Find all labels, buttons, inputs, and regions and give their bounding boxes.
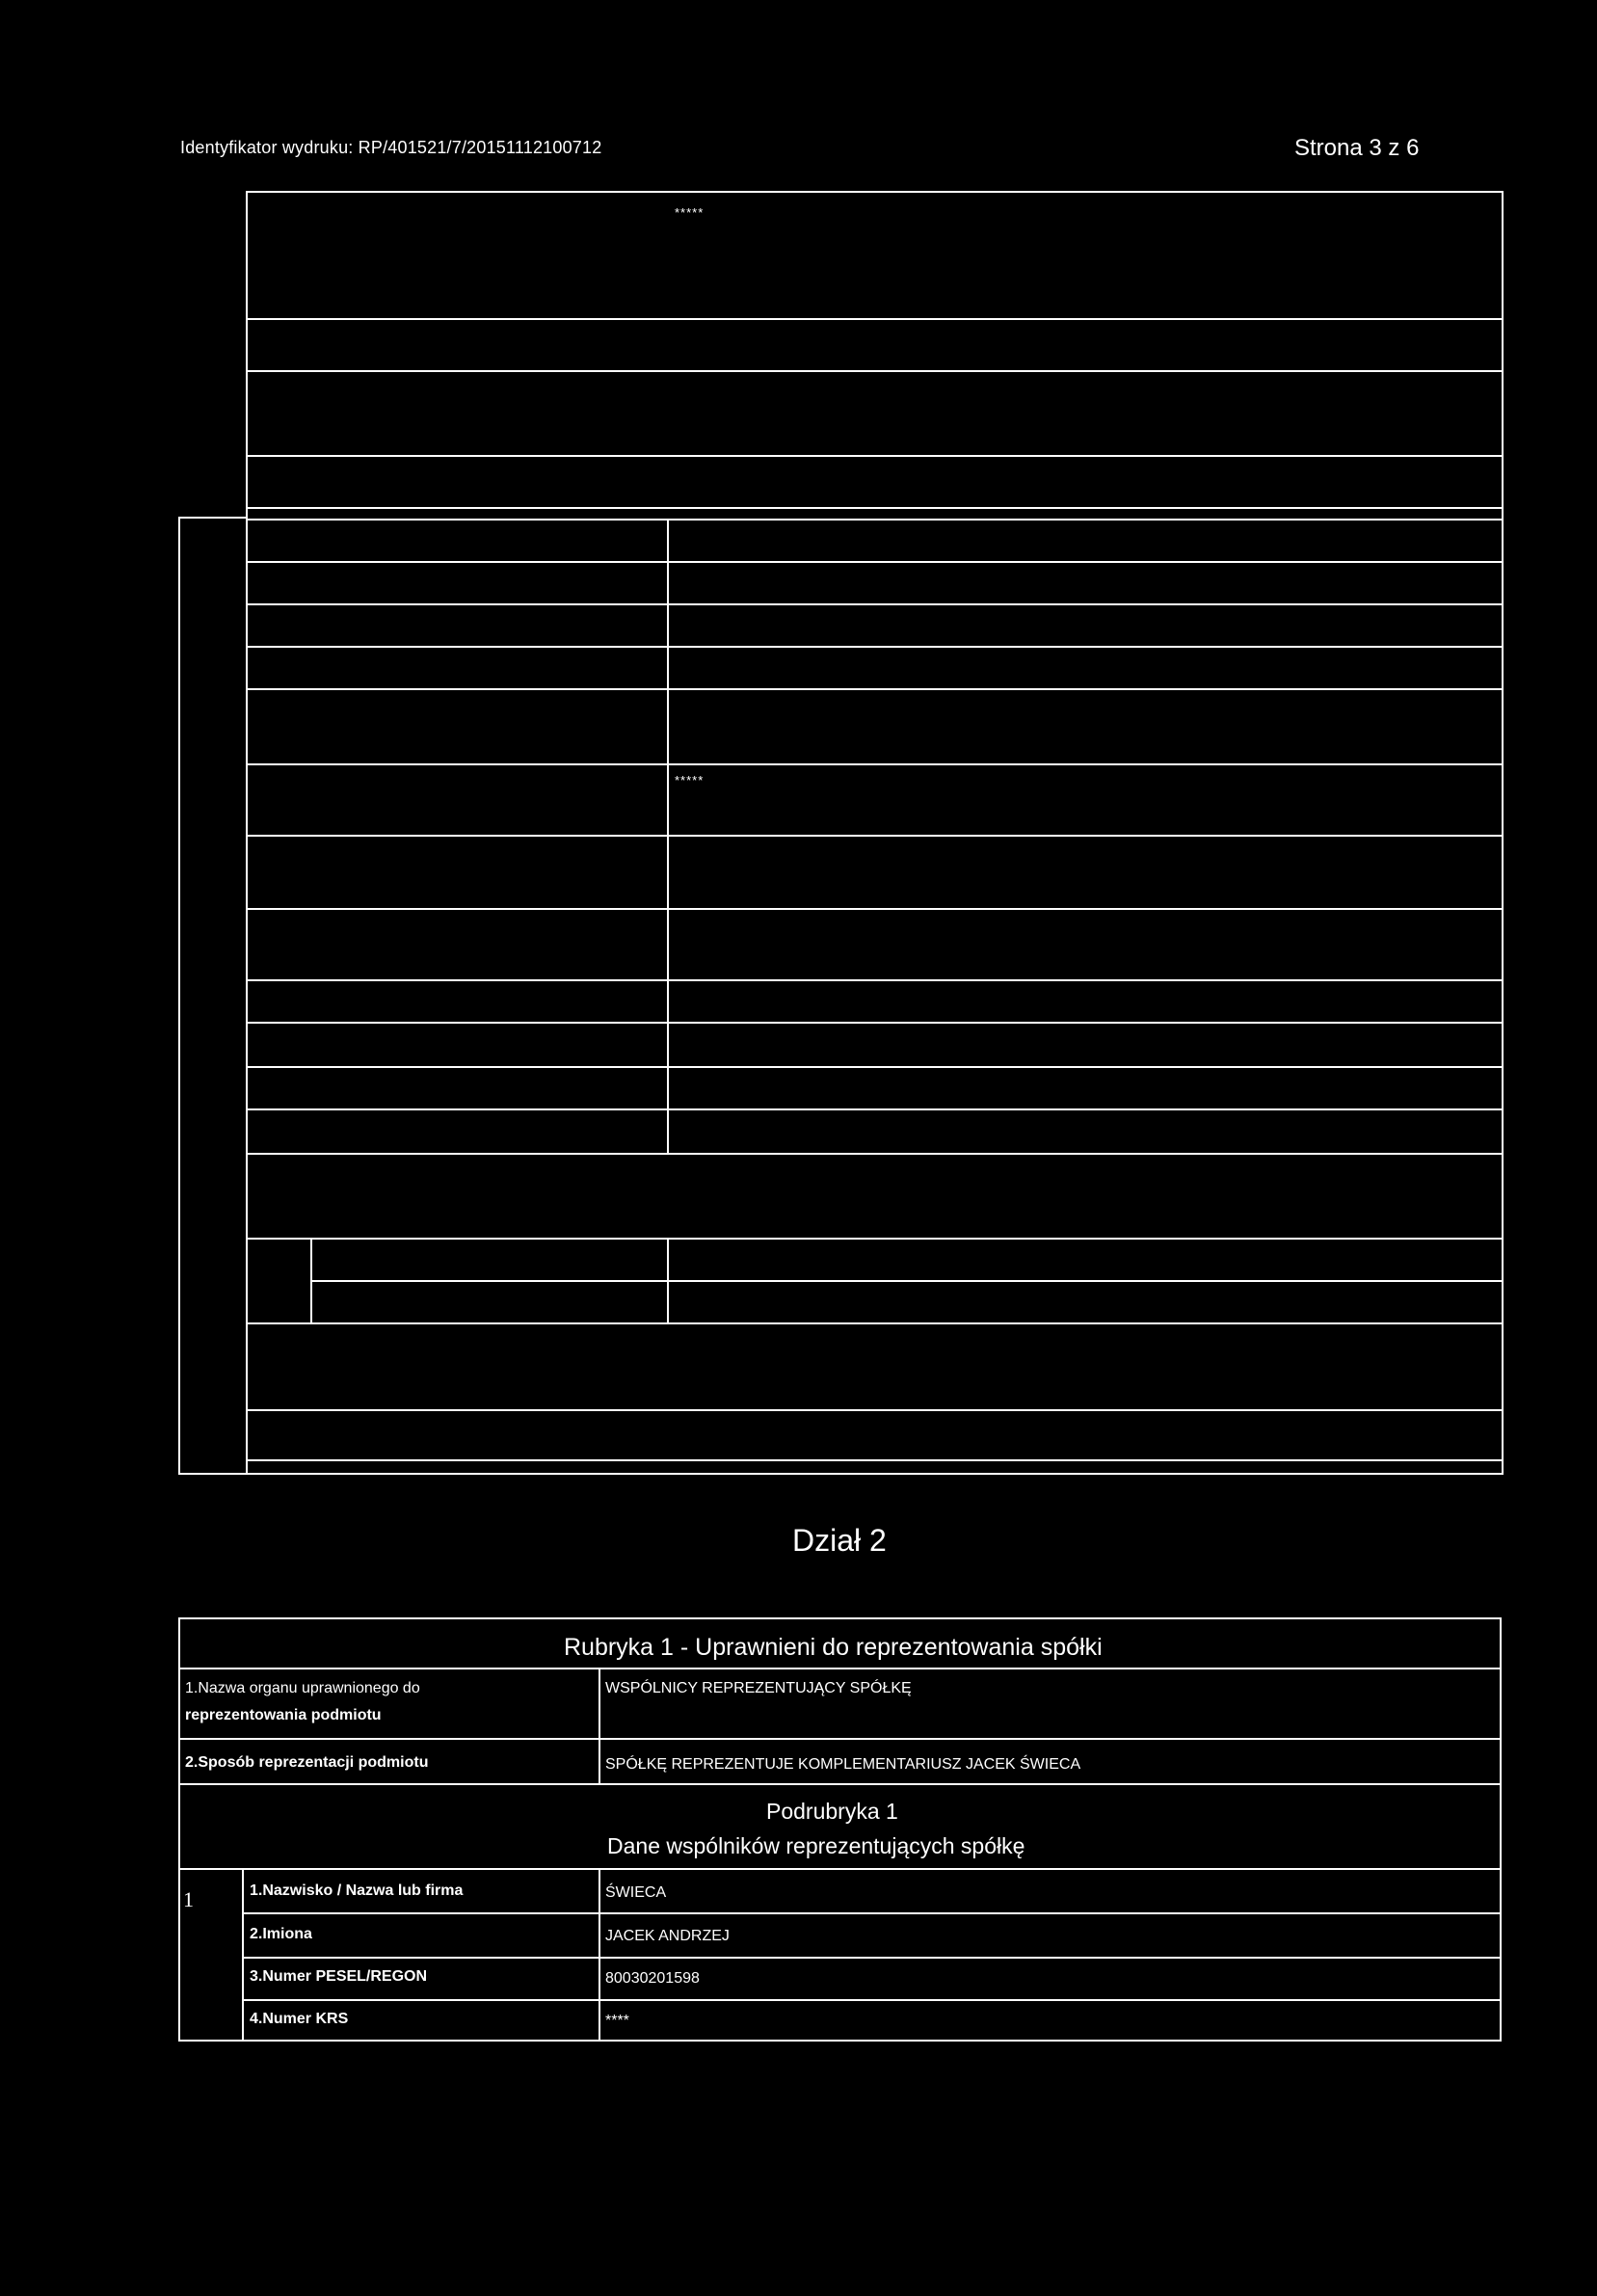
row-line bbox=[242, 1957, 1502, 1959]
column-divider bbox=[242, 1868, 244, 2042]
field-1-label-line2: reprezentowania podmiotu bbox=[185, 1707, 382, 1723]
row-value-krs: **** bbox=[605, 2013, 629, 2029]
print-identifier: Identyfikator wydruku: RP/401521/7/20151112100712 bbox=[180, 138, 602, 157]
row-line bbox=[246, 908, 1504, 910]
row-value-first-names: JACEK ANDRZEJ bbox=[605, 1928, 730, 1944]
field-2-label: 2.Sposób reprezentacji podmiotu bbox=[185, 1754, 429, 1771]
row-value-pesel: 80030201598 bbox=[605, 1970, 700, 1987]
upper-table-frame bbox=[246, 191, 1504, 1475]
row-line bbox=[246, 1022, 1504, 1024]
page-number: Strona 3 z 6 bbox=[1294, 135, 1420, 161]
masked-value-mid: ***** bbox=[675, 773, 705, 788]
field-2-value: SPÓŁKĘ REPREZENTUJE KOMPLEMENTARIUSZ JACEK ŚWIECA bbox=[605, 1756, 1081, 1773]
upper-table-outer-top bbox=[178, 517, 248, 519]
row-line bbox=[246, 561, 1504, 563]
row-line bbox=[246, 1409, 1504, 1411]
row-line bbox=[246, 979, 1504, 981]
row-line bbox=[246, 603, 1504, 605]
row-line bbox=[246, 370, 1504, 372]
row-line bbox=[246, 1153, 1504, 1155]
row-line bbox=[246, 1066, 1504, 1068]
field-1-label-line1: 1.Nazwa organu uprawnionego do bbox=[185, 1680, 420, 1696]
row-line bbox=[310, 1280, 1504, 1282]
rubryka-title: Rubryka 1 - Uprawnieni do reprezentowania spółki bbox=[564, 1634, 1103, 1661]
row-label-krs: 4.Numer KRS bbox=[250, 2011, 349, 2027]
row-line bbox=[246, 1459, 1504, 1461]
row-line bbox=[178, 1668, 1502, 1669]
row-line bbox=[246, 519, 1504, 521]
row-line bbox=[178, 1738, 1502, 1740]
row-label-surname: 1.Nazwisko / Nazwa lub firma bbox=[250, 1882, 464, 1899]
masked-value-top: ***** bbox=[675, 205, 705, 220]
row-line bbox=[246, 1108, 1504, 1110]
upper-table-outer-left bbox=[178, 517, 180, 1475]
field-1-value: WSPÓLNICY REPREZENTUJĄCY SPÓŁKĘ bbox=[605, 1680, 912, 1696]
column-divider bbox=[667, 1238, 669, 1322]
entry-number: 1 bbox=[183, 1887, 194, 1911]
podrubryka-title: Podrubryka 1 bbox=[766, 1799, 898, 1824]
column-divider bbox=[667, 519, 669, 1153]
row-label-first-names: 2.Imiona bbox=[250, 1926, 312, 1942]
row-line bbox=[246, 455, 1504, 457]
row-line bbox=[246, 1238, 1504, 1240]
row-line bbox=[246, 763, 1504, 765]
row-line bbox=[178, 1783, 1502, 1785]
section-title: Dział 2 bbox=[792, 1523, 887, 1558]
row-value-surname: ŚWIECA bbox=[605, 1884, 667, 1901]
row-line bbox=[246, 1322, 1504, 1324]
row-label-pesel: 3.Numer PESEL/REGON bbox=[250, 1968, 428, 1985]
row-line bbox=[242, 1999, 1502, 2001]
row-line bbox=[246, 835, 1504, 837]
row-line bbox=[246, 688, 1504, 690]
column-divider bbox=[599, 1868, 600, 2042]
row-line bbox=[246, 318, 1504, 320]
row-line bbox=[246, 507, 1504, 509]
upper-table-outer-bottom bbox=[178, 1473, 248, 1475]
row-line bbox=[242, 1912, 1502, 1914]
column-divider bbox=[599, 1668, 600, 1783]
column-divider bbox=[310, 1238, 312, 1322]
row-line bbox=[178, 1868, 1502, 1870]
podrubryka-subtitle: Dane wspólników reprezentujących spółkę bbox=[607, 1833, 1025, 1858]
row-line bbox=[246, 646, 1504, 648]
